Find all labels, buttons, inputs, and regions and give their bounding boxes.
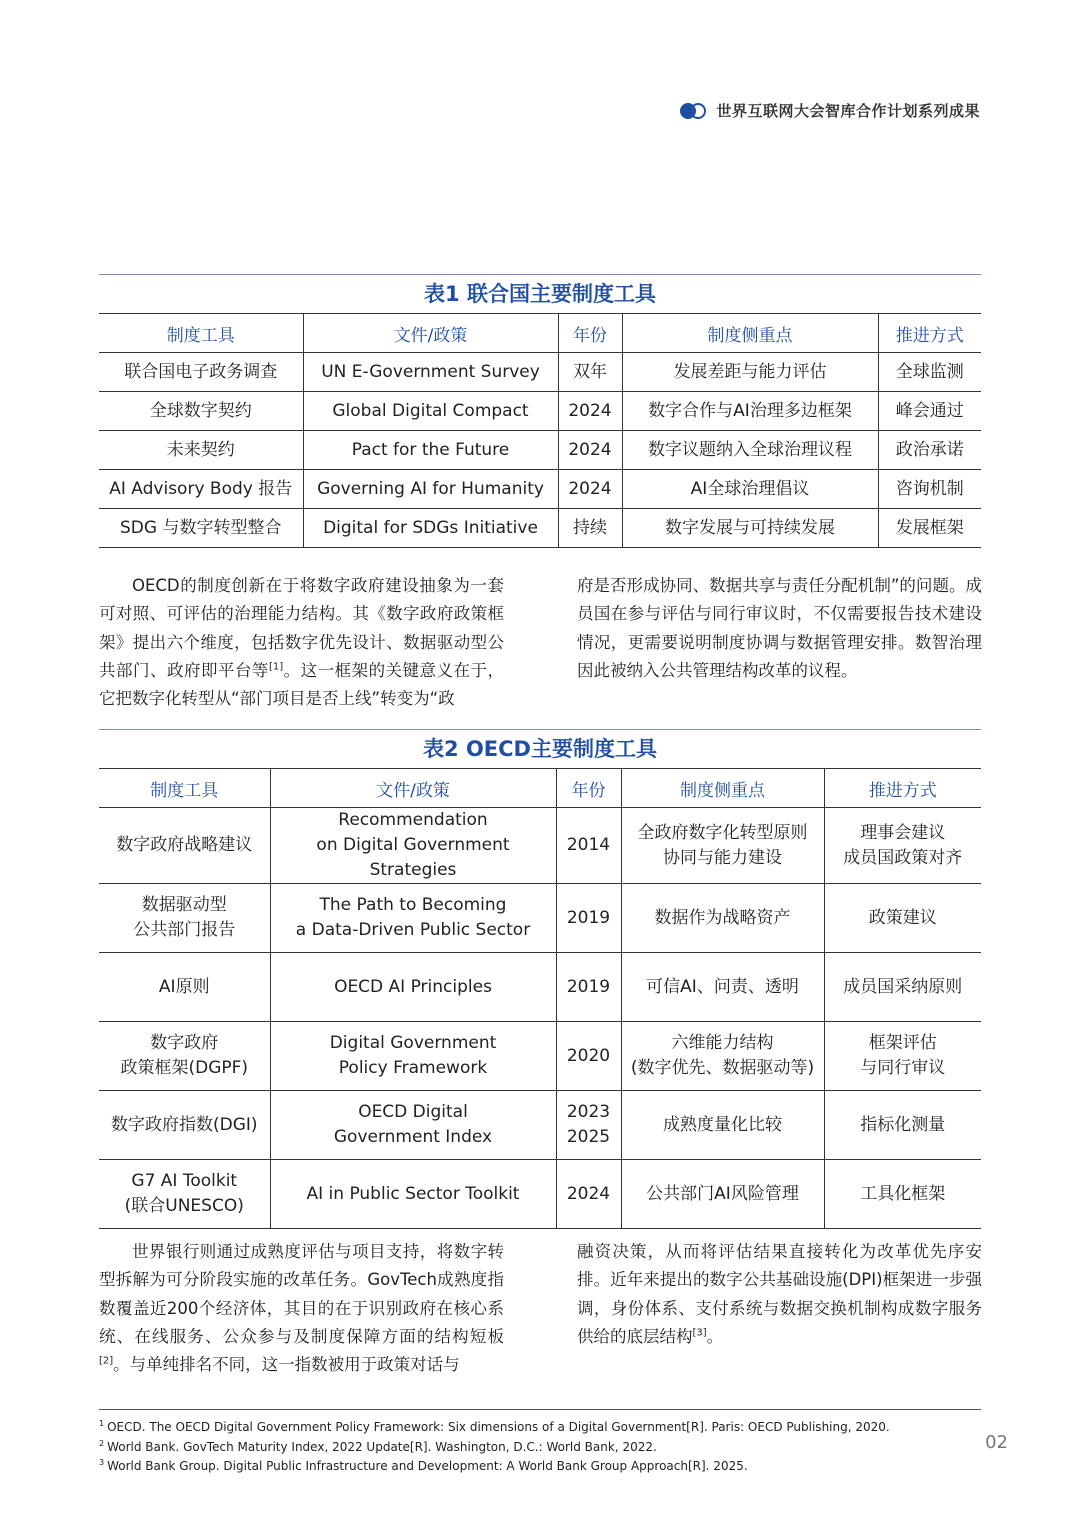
footnote-ref-1[interactable]: [1] — [268, 661, 284, 673]
table2-cell — [556, 884, 621, 953]
table1-cell: 峰会通过 — [878, 392, 981, 431]
footnote-text: OECD. The OECD Digital Government Policy Framework: Six dimensions of a Digital Government[R]. Paris: OECD Publishing, 2020. — [107, 1420, 890, 1434]
table-row — [99, 353, 981, 392]
table1-header-cell: 年份 — [558, 314, 622, 353]
para1-left-tail: 。这一框架的关键意义在于，它把数字化转型从“部门项目是否上线”转变为“政 — [99, 660, 505, 709]
table1-cell: 2024 — [558, 431, 622, 470]
table1-cell: 发展框架 — [878, 509, 981, 548]
cell-line: AI原则 — [158, 976, 210, 997]
table1-cell: Global Digital Compact — [303, 392, 558, 431]
para2-left-tail: 。与单纯排名不同，这一指数被用于政策对话与 — [113, 1355, 460, 1375]
table2-header-cell: 推进方式 — [824, 769, 981, 808]
table2-cell — [99, 953, 270, 1022]
table1-header-cell: 推进方式 — [878, 314, 981, 353]
table-row — [99, 808, 981, 884]
table-row — [99, 1091, 981, 1160]
table1-cell: 2024 — [558, 392, 622, 431]
table2-cell — [99, 884, 270, 953]
footnote-text: World Bank. GovTech Maturity Index, 2022 Update[R]. Washington, D.C.: World Bank, 2022. — [107, 1439, 657, 1454]
cell-line: 指标化测量 — [860, 1114, 946, 1135]
cell-line: 框架评估 — [868, 1033, 937, 1053]
footnote-number: 2 — [99, 1438, 105, 1448]
cell-line: OECD AI Principles — [334, 976, 492, 997]
cell-line: 2020 — [566, 1045, 611, 1066]
header-title: 世界互联网大会智库合作计划系列成果 — [716, 102, 980, 120]
footnote-item — [99, 1436, 981, 1456]
table2-cell — [99, 1022, 270, 1091]
table-row — [99, 509, 981, 548]
cell-line: 政策框架(DGPF) — [120, 1058, 249, 1078]
cell-line: Digital Government — [329, 1033, 497, 1053]
footnote-text: World Bank Group. Digital Public Infrastructure and Development: A World Bank Group Approach[R]. 2025. — [107, 1459, 748, 1473]
table1-cell: AI全球治理倡议 — [622, 470, 878, 509]
paragraph-oecd-right — [577, 572, 982, 685]
cell-line: 公共部门AI风险管理 — [646, 1183, 799, 1204]
table1-header-cell: 制度工具 — [99, 314, 303, 353]
table-row — [99, 470, 981, 509]
cell-line: 可信AI、问责、透明 — [646, 976, 799, 997]
table2-title: 表2 OECD主要制度工具 — [99, 729, 981, 768]
table2-cell — [556, 808, 621, 884]
table2-cell — [556, 953, 621, 1022]
table2-cell — [556, 1022, 621, 1091]
cell-line: 数据作为战略资产 — [654, 907, 791, 928]
table-row — [99, 392, 981, 431]
cell-line: Government Index — [333, 1127, 493, 1147]
table2-cell — [824, 1022, 981, 1091]
footnote-ref-3[interactable]: [3] — [692, 1327, 707, 1339]
table1 — [99, 313, 981, 548]
cell-line: 公共部门报告 — [133, 920, 236, 940]
table1-cell: 数字合作与AI治理多边框架 — [622, 392, 878, 431]
table2-cell — [270, 953, 556, 1022]
table1-cell: 咨询机制 — [878, 470, 981, 509]
table-row — [99, 884, 981, 953]
table2-header-cell: 年份 — [556, 769, 621, 808]
cell-line: 工具化框架 — [860, 1183, 946, 1204]
logo-icon — [680, 103, 706, 119]
page-header — [680, 100, 980, 121]
paragraph-worldbank-right — [577, 1238, 982, 1351]
table2-cell — [270, 808, 556, 884]
table1-cell: AI Advisory Body 报告 — [99, 470, 303, 509]
cell-line: 成员国政策对齐 — [843, 847, 963, 868]
table2-cell — [270, 884, 556, 953]
cell-line: 2024 — [566, 1183, 611, 1204]
footnote-item — [99, 1455, 981, 1475]
cell-line: 2019 — [566, 907, 611, 928]
cell-line: 六维能力结构 — [671, 1033, 774, 1053]
table2-cell — [556, 1160, 621, 1229]
table1-cell: 数字发展与可持续发展 — [622, 509, 878, 548]
table1-header-cell: 制度侧重点 — [622, 314, 878, 353]
footnote-ref-2[interactable]: [2] — [99, 1355, 114, 1367]
table2-cell — [824, 1091, 981, 1160]
table2-cell — [621, 1160, 824, 1229]
table1-cell: 政治承诺 — [878, 431, 981, 470]
table2-cell — [99, 1160, 270, 1229]
table2-cell — [99, 1091, 270, 1160]
table1-title: 表1 联合国主要制度工具 — [99, 274, 981, 313]
table2-cell — [824, 953, 981, 1022]
footnote-number: 3 — [99, 1458, 105, 1467]
footnote-number: 1 — [99, 1419, 105, 1428]
table2-cell — [824, 808, 981, 884]
table2-cell — [270, 1022, 556, 1091]
cell-line: Policy Framework — [338, 1058, 488, 1078]
table2-cell — [621, 808, 824, 884]
table1-cell: SDG 与数字转型整合 — [99, 509, 303, 548]
table2-cell — [556, 1091, 621, 1160]
footnotes — [99, 1409, 981, 1475]
cell-line: (联合UNESCO) — [124, 1196, 244, 1216]
table1-cell: Pact for the Future — [303, 431, 558, 470]
table2-header-cell: 制度侧重点 — [621, 769, 824, 808]
para2-right-tail: 。 — [706, 1326, 724, 1346]
table2-header-cell: 文件/政策 — [270, 769, 556, 808]
cell-line: 成员国采纳原则 — [843, 976, 963, 997]
table2-cell — [621, 953, 824, 1022]
table1-cell: 全球监测 — [878, 353, 981, 392]
table1-cell: UN E-Government Survey — [303, 353, 558, 392]
cell-line: The Path to Becoming — [319, 895, 507, 915]
table2-cell — [621, 1091, 824, 1160]
table1-header-cell: 文件/政策 — [303, 314, 558, 353]
footnote-item — [99, 1416, 981, 1436]
table2-cell — [824, 884, 981, 953]
para2-right-text: 融资决策，从而将评估结果直接转化为改革优先序安排。近年来提出的数字公共基础设施(DPI)框架进一步强调，身份体系、支付系统与数据交换机制构成数字服务供给的底层结构 — [577, 1242, 982, 1346]
cell-line: (数字优先、数据驱动等) — [630, 1058, 815, 1078]
table1-section — [99, 274, 981, 548]
table-row — [99, 431, 981, 470]
table2-cell — [270, 1160, 556, 1229]
table2-cell — [621, 1022, 824, 1091]
cell-line: 数字政府战略建议 — [116, 835, 253, 855]
table2-header-cell: 制度工具 — [99, 769, 270, 808]
table2-cell — [824, 1160, 981, 1229]
paragraph-oecd-left — [99, 572, 504, 713]
cell-line: 成熟度量化比较 — [663, 1114, 782, 1135]
table1-cell: 联合国电子政务调查 — [99, 353, 303, 392]
table1-cell: 数字议题纳入全球治理议程 — [622, 431, 878, 470]
para2-left-text: 世界银行则通过成熟度评估与项目支持，将数字转型拆解为可分阶段实施的改革任务。GovTech成熟度指数覆盖近200个经济体，其目的在于识别政府在核心系统、在线服务、公众参与及制度保障方面的结构短板 — [99, 1242, 504, 1346]
cell-line: 全政府数字化转型原则 — [637, 822, 808, 843]
table1-cell: 双年 — [558, 353, 622, 392]
para1-right-text: 府是否形成协同、数据共享与责任分配机制”的问题。成员国在参与评估与同行审议时，不仅需要报告技术建设情况，更需要说明制度协调与数据管理安排。数智治理因此被纳入公共管理结构改革的议程。 — [577, 576, 982, 680]
cell-line: a Data-Driven Public Sector — [295, 920, 531, 940]
paragraph-worldbank-left — [99, 1238, 504, 1379]
cell-line: 2025 — [566, 1127, 611, 1147]
table-row — [99, 953, 981, 1022]
cell-line: 理事会建议 — [860, 822, 946, 843]
cell-line: 2023 — [566, 1102, 611, 1122]
table-row — [99, 1160, 981, 1229]
para1-left-text: OECD的制度创新在于将数字政府建设抽象为一套可对照、可评估的治理能力结构。其《数字政府政策框架》提出六个维度，包括数字优先设计、数据驱动型公共部门、政府即平台等 — [99, 576, 504, 680]
cell-line: Recommendation — [338, 810, 488, 830]
cell-line: AI in Public Sector Toolkit — [306, 1183, 520, 1204]
cell-line: on Digital Government Strategies — [316, 835, 510, 880]
cell-line: OECD Digital — [358, 1102, 468, 1122]
cell-line: 协同与能力建设 — [663, 847, 782, 868]
table2-cell — [621, 884, 824, 953]
table2-cell — [270, 1091, 556, 1160]
cell-line: 数字政府 — [150, 1033, 219, 1053]
page-number: 02 — [985, 1432, 1008, 1453]
cell-line: 数据驱动型 — [141, 895, 227, 915]
table1-cell: 2024 — [558, 470, 622, 509]
table1-cell: Digital for SDGs Initiative — [303, 509, 558, 548]
table1-cell: Governing AI for Humanity — [303, 470, 558, 509]
cell-line: G7 AI Toolkit — [131, 1171, 238, 1191]
table1-cell: 发展差距与能力评估 — [622, 353, 878, 392]
table1-cell: 持续 — [558, 509, 622, 548]
table1-cell: 未来契约 — [99, 431, 303, 470]
cell-line: 2014 — [566, 835, 611, 855]
cell-line: 数字政府指数(DGI) — [110, 1114, 258, 1135]
table2-section — [99, 729, 981, 1229]
table2-cell — [99, 808, 270, 884]
table1-cell: 全球数字契约 — [99, 392, 303, 431]
cell-line: 政策建议 — [868, 907, 937, 928]
cell-line: 2019 — [566, 976, 611, 997]
table2 — [99, 768, 981, 1229]
table-row — [99, 1022, 981, 1091]
cell-line: 与同行审议 — [860, 1058, 946, 1078]
